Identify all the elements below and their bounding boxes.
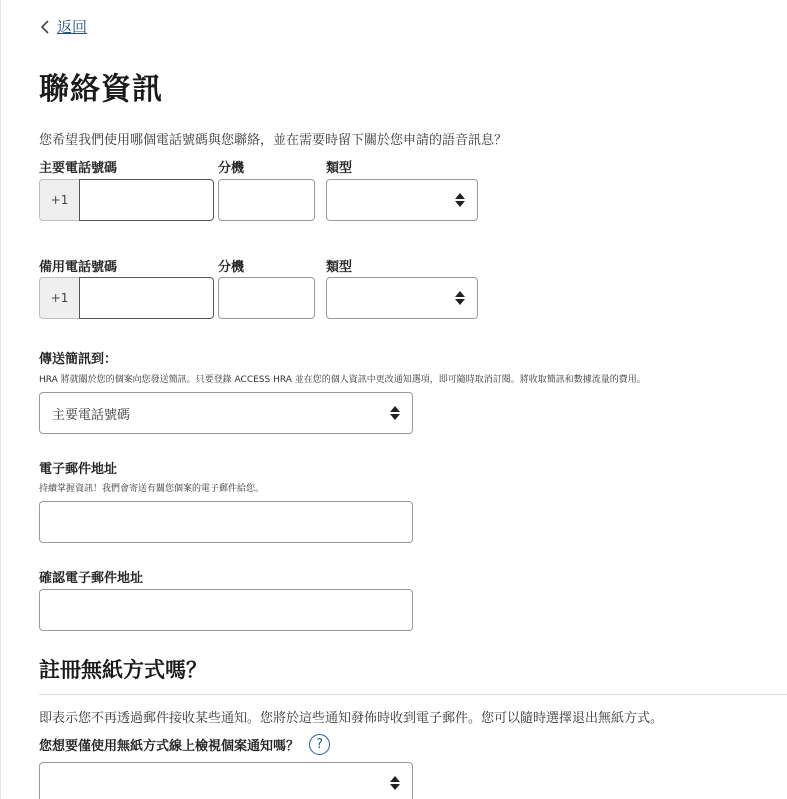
primary-type-label: 類型	[326, 161, 353, 176]
select-arrows-icon	[455, 291, 465, 305]
sms-help-text: HRA 將就關於您的個案向您發送簡訊。只要登錄 ACCESS HRA 並在您的個人資訊中更改通知選項，即可隨時取消訂閱。將收取簡訊和數據流量的費用。	[39, 375, 646, 385]
paperless-question: 您想要僅使用無紙方式線上檢視個案通知嗎？	[39, 739, 300, 754]
alternate-type-select[interactable]	[326, 277, 478, 319]
back-link-label[interactable]: 返回	[57, 18, 88, 36]
confirm-email-label: 確認電子郵件地址	[39, 571, 144, 586]
select-arrows-icon	[390, 776, 400, 790]
primary-phone-field	[39, 179, 214, 221]
email-input[interactable]	[39, 501, 413, 543]
section-divider	[39, 694, 787, 695]
primary-type-select[interactable]	[326, 179, 478, 221]
primary-phone-input[interactable]	[79, 179, 214, 221]
alternate-phone-label: 備用電話號碼	[39, 260, 118, 275]
paperless-description: 即表示您不再透過郵件接收某些通知。您將於這些通知發佈時收到電子郵件。您可以隨時選擇退出無紙方式。	[39, 711, 664, 726]
email-help-text: 持續掌握資訊！我們會寄送有關您個案的電子郵件給您。	[39, 484, 265, 494]
chevron-left-icon	[39, 19, 51, 35]
alternate-extension-label: 分機	[218, 260, 245, 275]
alternate-phone-field	[39, 277, 214, 319]
help-question-icon[interactable]: ?	[309, 734, 330, 755]
paperless-question-row	[39, 734, 330, 755]
alternate-type-label: 類型	[326, 260, 353, 275]
intro-text: 您希望我們使用哪個電話號碼與您聯絡，並在需要時留下關於您申請的語音訊息？	[39, 133, 508, 148]
primary-extension-input[interactable]	[218, 179, 315, 221]
paperless-select[interactable]	[39, 762, 413, 799]
sms-label: 傳送簡訊到：	[39, 352, 118, 367]
page-title: 聯絡資訊	[39, 72, 163, 107]
select-arrows-icon	[390, 406, 400, 420]
paperless-heading: 註冊無紙方式嗎？	[39, 658, 207, 682]
confirm-email-input[interactable]	[39, 589, 413, 631]
primary-extension-label: 分機	[218, 161, 245, 176]
back-link[interactable]	[39, 16, 87, 37]
country-code-prefix: +1	[39, 277, 79, 319]
primary-phone-label: 主要電話號碼	[39, 161, 118, 176]
sms-selected-value: 主要電話號碼	[52, 407, 131, 423]
alternate-extension-input[interactable]	[218, 277, 315, 319]
sms-select[interactable]	[39, 392, 413, 434]
email-label: 電子郵件地址	[39, 462, 118, 477]
select-arrows-icon	[455, 193, 465, 207]
country-code-prefix: +1	[39, 179, 79, 221]
alternate-phone-input[interactable]	[79, 277, 214, 319]
